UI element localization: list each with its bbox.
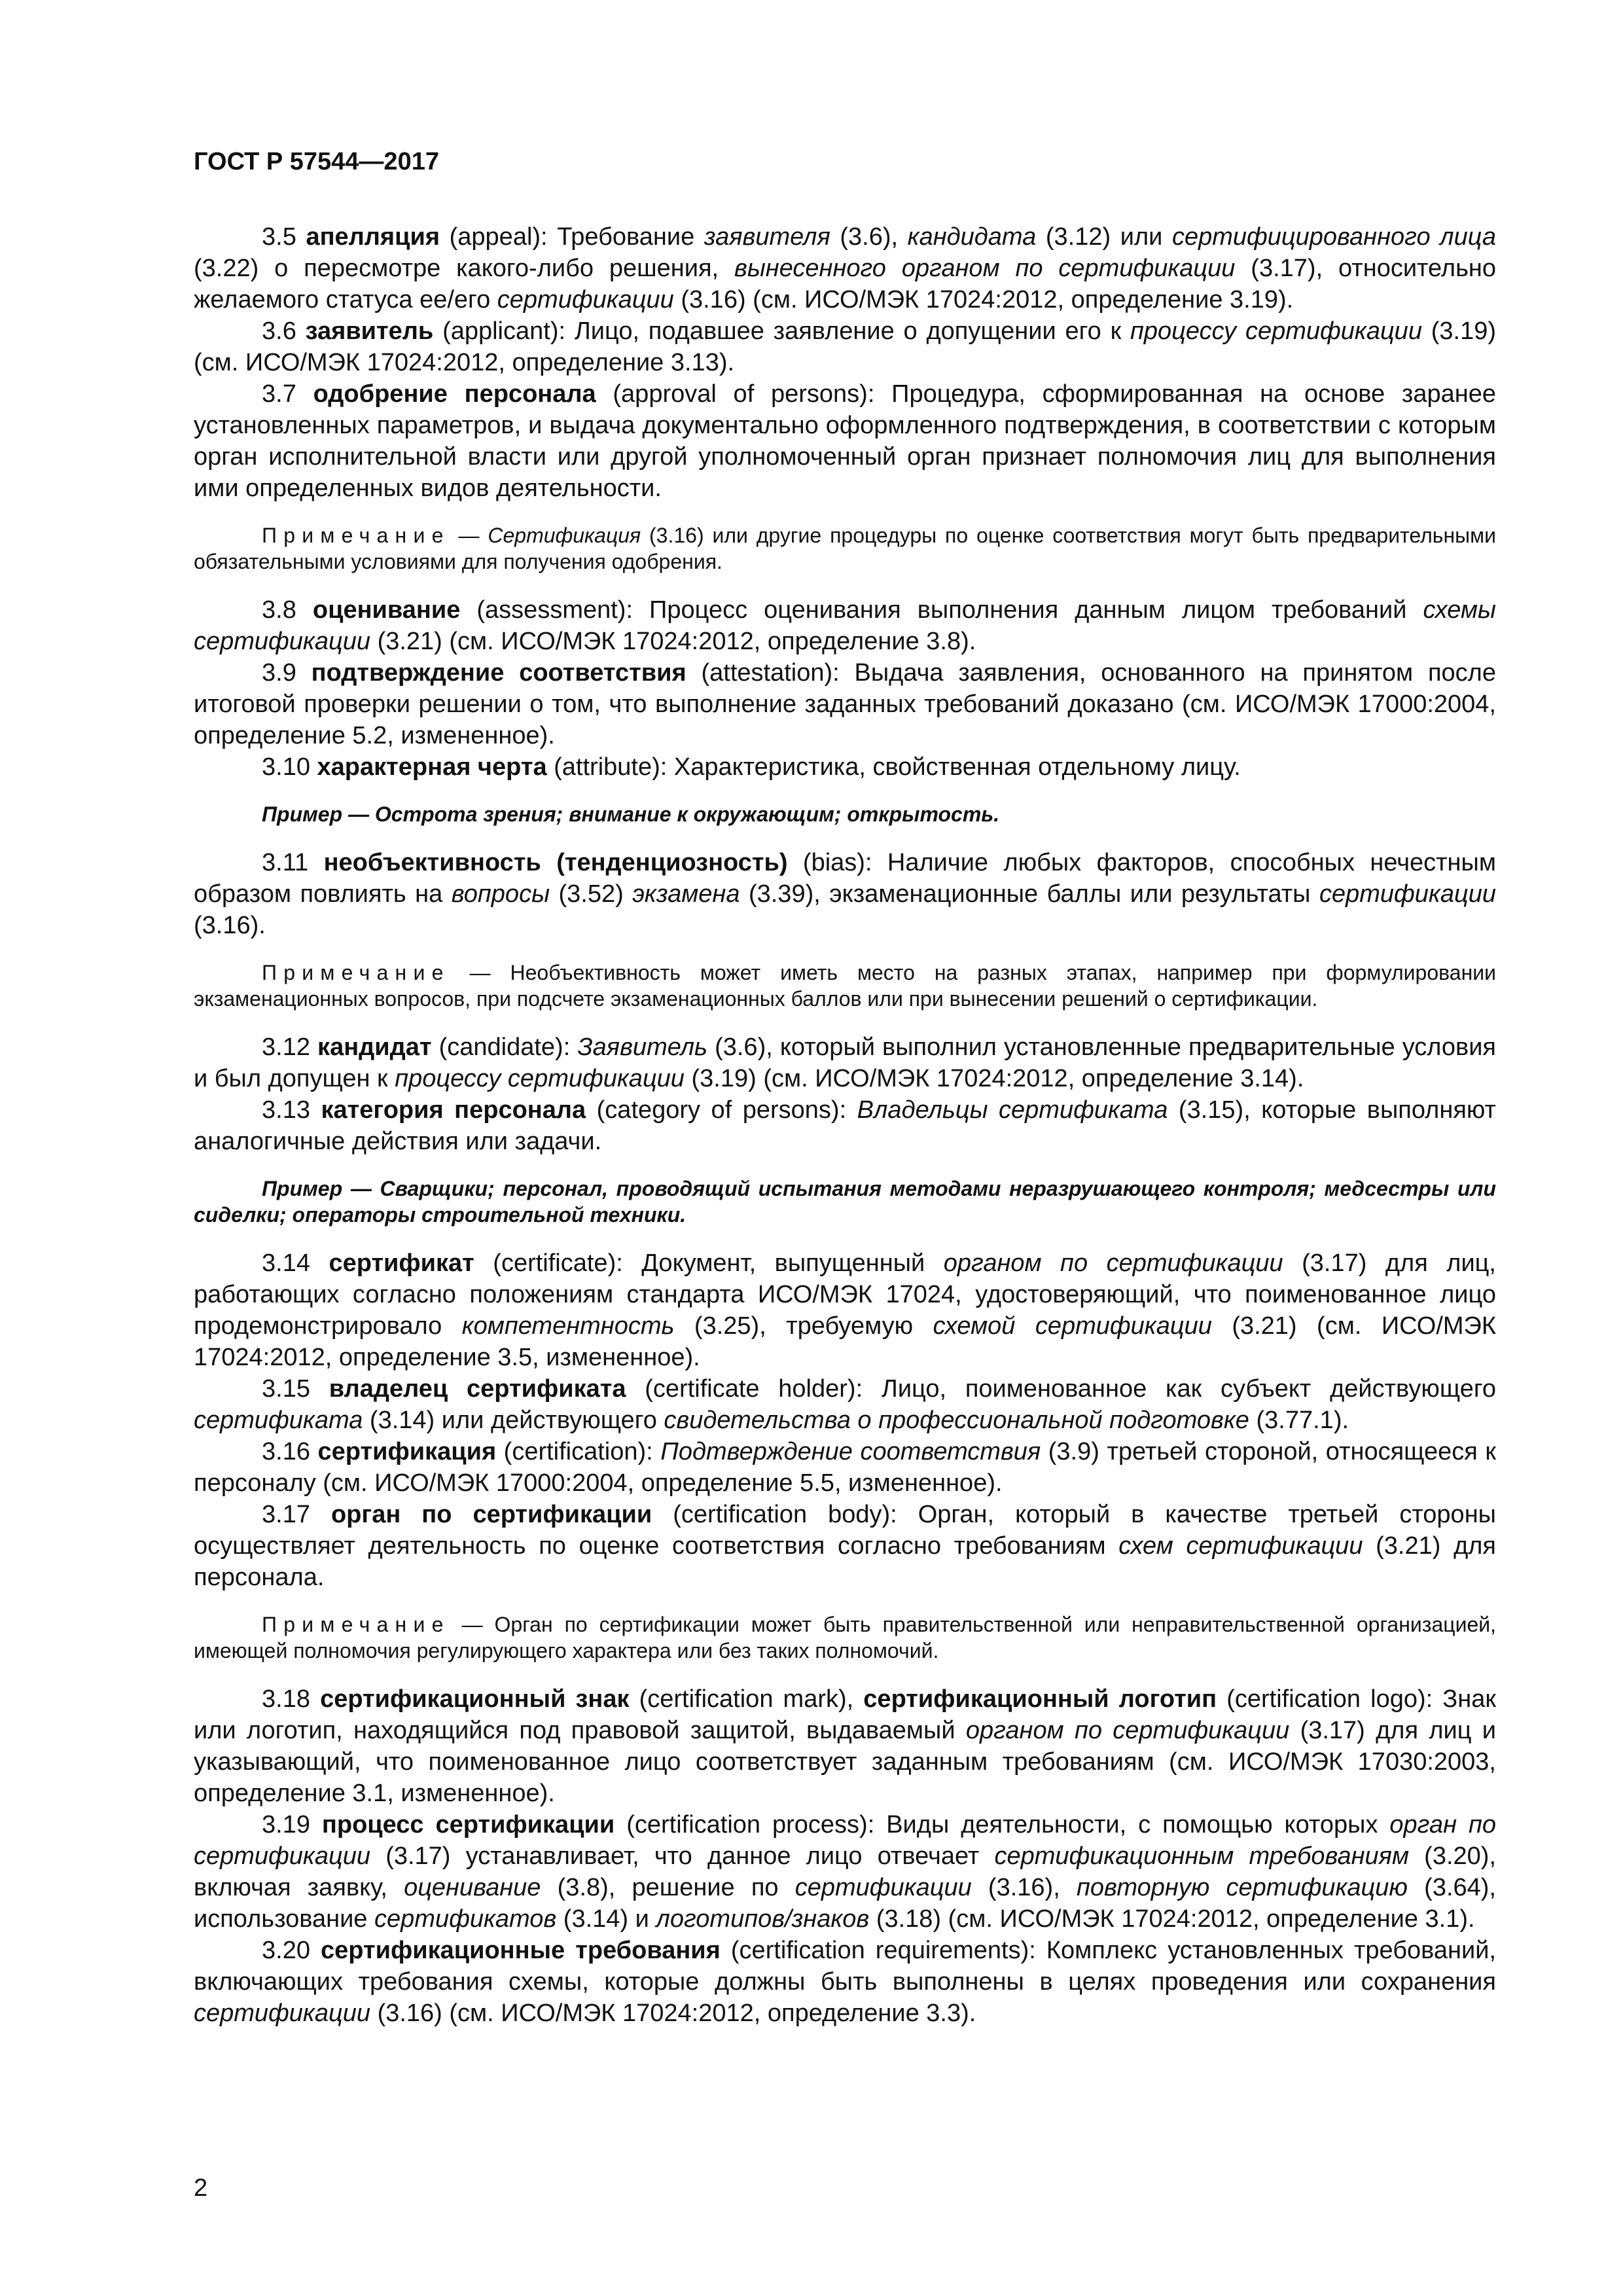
definition-3-18: 3.18 сертификационный знак (certification mark), сертификационный логотип (certification logo): Знак или логотип, находящийся под правовой защитой, выдаваемый органом по сертификации (3.17) для лиц и указывающий, что поименованное лицо соответствует заданным требованиям (см. ИСО/МЭК 17030:2003, определение 3.1, измененное). (194, 1685, 1497, 1807)
note-3-7: Примечание — Сертификация (3.16) или другие процедуры по оценке соответствия могут быть предварительными обязательными условиями для получения одобрения. (194, 524, 1497, 573)
page-number: 2 (194, 2174, 208, 2202)
definition-3-12: 3.12 кандидат (candidate): Заявитель (3.6), который выполнил установленные предварительные условия и был допущен к процессу сертификации (3.19) (см. ИСО/МЭК 17024:2012, определение 3.14). (194, 1033, 1497, 1092)
document-body (194, 221, 1496, 2029)
definition-3-6: 3.6 заявитель (applicant): Лицо, подавшее заявление о допущении его к процессу сертификации (3.19) (см. ИСО/МЭК 17024:2012, определение 3.13). (194, 317, 1496, 376)
definition-3-17: 3.17 орган по сертификации (certification body): Орган, который в качестве третьей стороны осуществляет деятельность по оценке соответствия согласно требованиям схем сертификации (3.21) для персонала. (194, 1501, 1496, 1591)
document-header: ГОСТ Р 57544—2017 (194, 148, 439, 175)
example-3-13: Пример — Сварщики; персонал, проводящий испытания методами неразрушающего контроля; медсестры или сиделки; операторы строительной техники. (194, 1177, 1496, 1227)
note-3-11: Примечание — Необъективность может иметь место на разных этапах, например при формулировании экзаменационных вопросов, при подсчете экзаменационных баллов или при вынесении решений о сертификации. (194, 961, 1496, 1011)
definition-3-15: 3.15 владелец сертификата (certificate holder): Лицо, поименованное как субъект действующего сертификата (3.14) или действующего свидетельства о профессиональной подготовке (3.77.1). (194, 1375, 1496, 1434)
definition-3-11: 3.11 необъективность (тенденциозность) (bias): Наличие любых факторов, способных нечестным образом повлиять на вопросы (3.52) экзамена (3.39), экзаменационные баллы или результаты сертификации (3.16). (194, 849, 1496, 939)
definition-3-19: 3.19 процесс сертификации (certification process): Виды деятельности, с помощью которых орган по сертификации (3.17) устанавливает, что данное лицо отвечает сертификационным требованиям (3.20), включая заявку, оценивание (3.8), решение по сертификации (3.16), повторную сертификацию (3.64), использование сертификатов (3.14) и логотипов/знаков (3.18) (см. ИСО/МЭК 17024:2012, определение 3.1). (194, 1811, 1497, 1933)
definition-3-20: 3.20 сертификационные требования (certification requirements): Комплекс установленных требований, включающих требования схемы, которые должны быть выполнены в целях проведения или сохранения сертификации (3.16) (см. ИСО/МЭК 17024:2012, определение 3.3). (194, 1937, 1497, 2027)
definition-3-8: 3.8 оценивание (assessment): Процесс оценивания выполнения данным лицом требований схемы сертификации (3.21) (см. ИСО/МЭК 17024:2012, определение 3.8). (194, 596, 1496, 655)
definition-3-16: 3.16 сертификация (certification): Подтверждение соответствия (3.9) третьей стороной, относящееся к персоналу (см. ИСО/МЭК 17000:2004, определение 5.5, измененное). (194, 1438, 1497, 1497)
definition-3-5: 3.5 апелляция (appeal): Требование заявителя (3.6), кандидата (3.12) или сертифицированного лица (3.22) о пересмотре какого-либо решения, вынесенного органом по сертификации (3.17), относительно желаемого статуса ее/его сертификации (3.16) (см. ИСО/МЭК 17024:2012, определение 3.19). (194, 223, 1497, 314)
definition-3-14: 3.14 сертификат (certificate): Документ, выпущенный органом по сертификации (3.17) для лиц, работающих согласно положениям стандарта ИСО/МЭК 17024, удостоверяющий, что поименованное лицо продемонстрировало компетентность (3.25), требуемую схемой сертификации (3.21) (см. ИСО/МЭК 17024:2012, определение 3.5, измененное). (194, 1249, 1496, 1371)
definition-3-13: 3.13 категория персонала (category of persons): Владельцы сертификата (3.15), которые выполняют аналогичные действия или задачи. (194, 1096, 1496, 1155)
definition-3-10: 3.10 характерная черта (attribute): Характеристика, свойственная отдельному лицу. (262, 753, 1241, 781)
example-3-10: Пример — Острота зрения; внимание к окружающим; открытость. (262, 802, 1000, 826)
note-3-17: Примечание — Орган по сертификации может быть правительственной или неправительственной организацией, имеющей полномочия регулирующего характера или без таких полномочий. (194, 1613, 1496, 1662)
definition-3-7: 3.7 одобрение персонала (approval of persons): Процедура, сформированная на основе заранее установленных параметров, и выдача документально оформленного подтверждения, в соответствии с которым орган исполнительной власти или другой уполномоченный орган признает полномочия лиц для выполнения ими определенных видов деятельности. (194, 380, 1496, 502)
definition-3-9: 3.9 подтверждение соответствия (attestation): Выдача заявления, основанного на принятом после итоговой проверки решении о том, что выполнение заданных требований доказано (см. ИСО/МЭК 17000:2004, определение 5.2, измененное). (194, 659, 1496, 749)
